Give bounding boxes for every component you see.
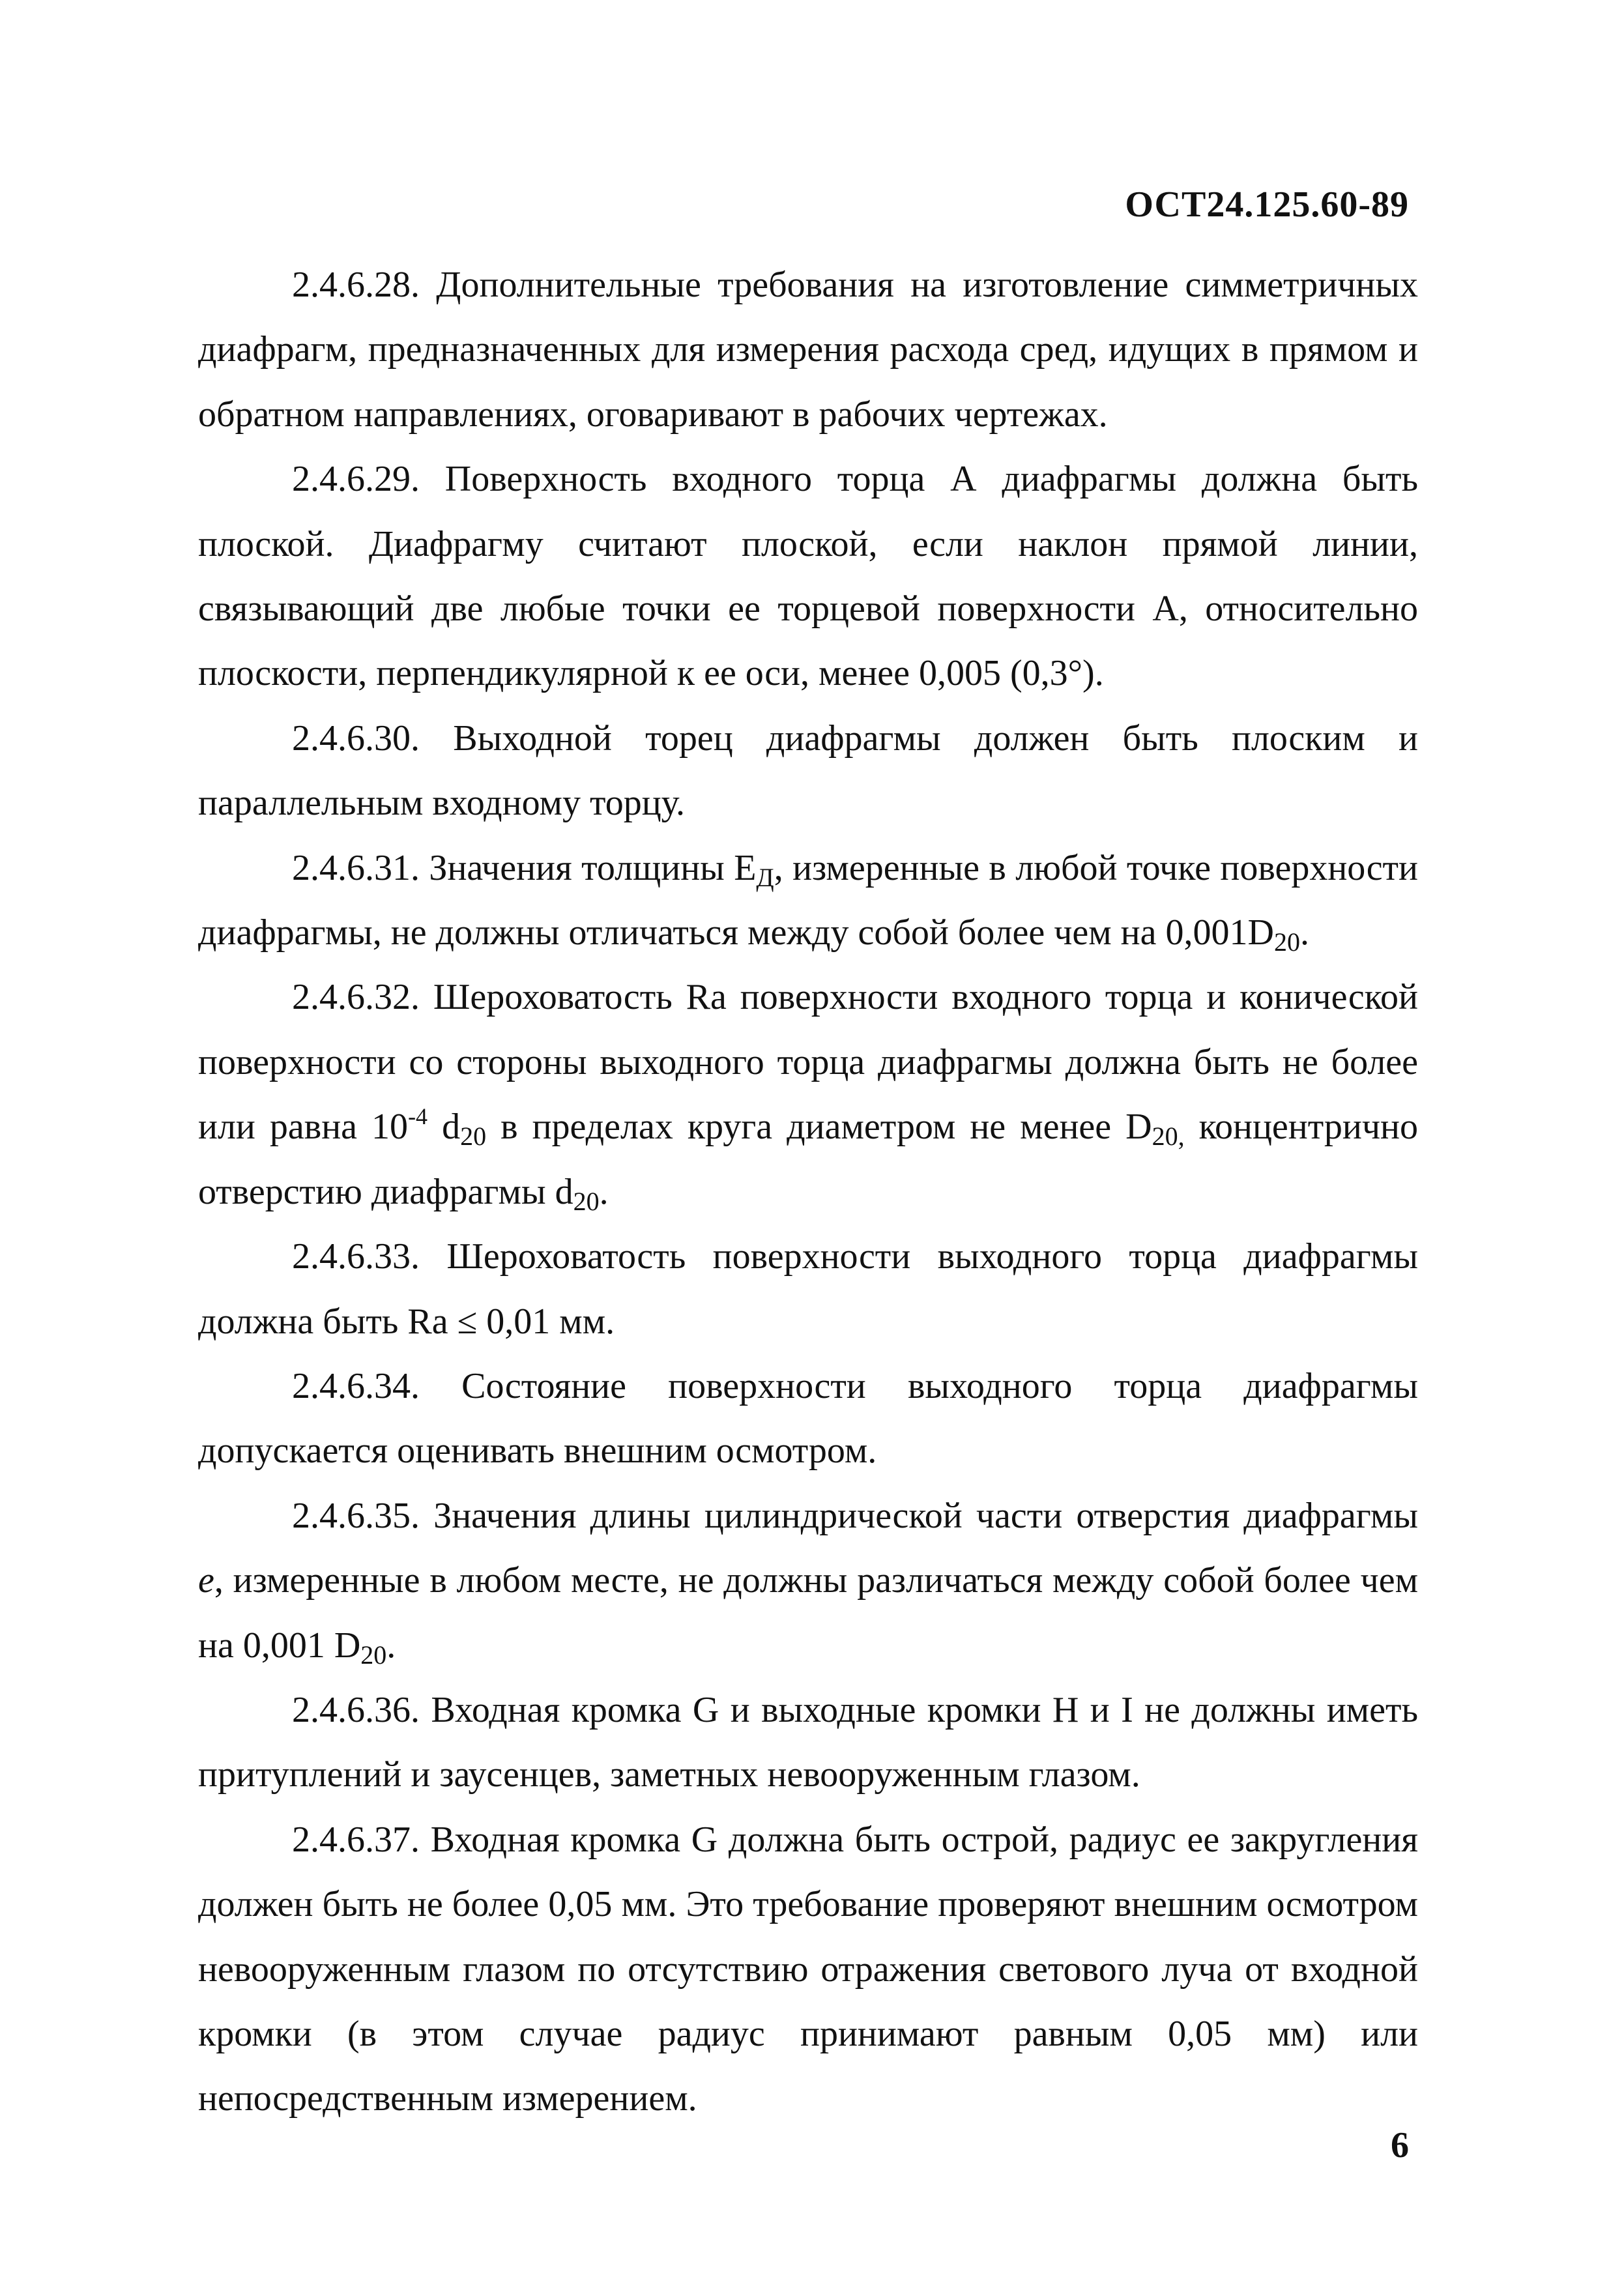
paragraph-2-4-6-29: 2.4.6.29. Поверхность входного торца А диафрагмы должна быть плоской. Диафрагму считают плоской, если наклон прямой линии, связывающий две любые точки ее торцевой поверхности А, относительно плоскости, перпендикулярной к ее оси, менее 0,005 (0,3°). <box>198 459 1418 694</box>
subscript: 20 <box>1273 927 1300 957</box>
paragraph-2-4-6-34: 2.4.6.34. Состояние поверхности выходного торца диафрагмы допускается оценивать внешним осмотром. <box>198 1365 1418 1471</box>
text-run: 2.4.6.32. Шероховатость Ra поверхности входного торца и конической поверхности со стороны выходного торца диафрагмы должна быть не более или равна 10 <box>198 977 1418 1148</box>
paragraph-2-4-6-31 <box>198 836 1418 966</box>
subscript: 20 <box>573 1186 600 1216</box>
text-run: . <box>386 1625 396 1666</box>
subscript: 20, <box>1152 1122 1185 1152</box>
italic-symbol: e <box>198 1560 214 1601</box>
paragraph-2-4-6-36: 2.4.6.36. Входная кромка G и выходные кромки H и I не должны иметь притуплений и заусенцев, заметных невооруженным глазом. <box>198 1689 1418 1795</box>
text-run: d <box>428 1107 461 1148</box>
paragraph-2-4-6-30: 2.4.6.30. Выходной торец диафрагмы должен быть плоским и параллельным входному торцу. <box>198 717 1418 824</box>
text-run: . <box>1299 912 1309 953</box>
subscript: 20 <box>460 1122 487 1152</box>
paragraph-2-4-6-33: 2.4.6.33. Шероховатость поверхности выходного торца диафрагмы должна быть Ra ≤ 0,01 мм. <box>198 1236 1418 1342</box>
text-run: 2.4.6.35. Значения длины цилиндрической части отверстия диафрагмы <box>292 1495 1418 1536</box>
subscript: 20 <box>360 1640 387 1670</box>
superscript: -4 <box>408 1103 428 1130</box>
text-run: , измеренные в любом месте, не должны различаться между собой более чем на 0,001 D <box>198 1560 1418 1666</box>
paragraph-2-4-6-32 <box>198 965 1418 1225</box>
subscript: Д <box>756 862 774 892</box>
paragraph-2-4-6-37: 2.4.6.37. Входная кромка G должна быть острой, радиус ее закругления должен быть не более 0,05 мм. Это требование проверяют внешним осмотром невооруженным глазом по отсутствию отражения светового луча от входной кромки (в этом случае радиус принимают равным 0,05 мм) или непосредственным измерением. <box>198 1819 1418 2119</box>
body-text <box>198 253 1418 2132</box>
text-run: в пределах круга диаметром не менее D <box>486 1107 1152 1148</box>
paragraph-2-4-6-35 <box>198 1484 1418 1678</box>
page-number: 6 <box>1391 2125 1409 2166</box>
text-run: . <box>599 1171 609 1212</box>
document-code: ОСТ24.125.60-89 <box>1125 184 1409 225</box>
text-run: 2.4.6.31. Значения толщины E <box>292 847 757 888</box>
paragraph-2-4-6-28: 2.4.6.28. Дополнительные требования на изготовление симметричных диафрагм, предназначенных для измерения расхода сред, идущих в прямом и обратном направлениях, оговаривают в рабочих чертежах. <box>198 265 1418 435</box>
text-run: концентрично отверстию диафрагмы d <box>198 1107 1419 1212</box>
text-run: , измеренные в любой точке поверхности диафрагмы, не должны отличаться между собой более чем на 0,001D <box>198 847 1418 953</box>
